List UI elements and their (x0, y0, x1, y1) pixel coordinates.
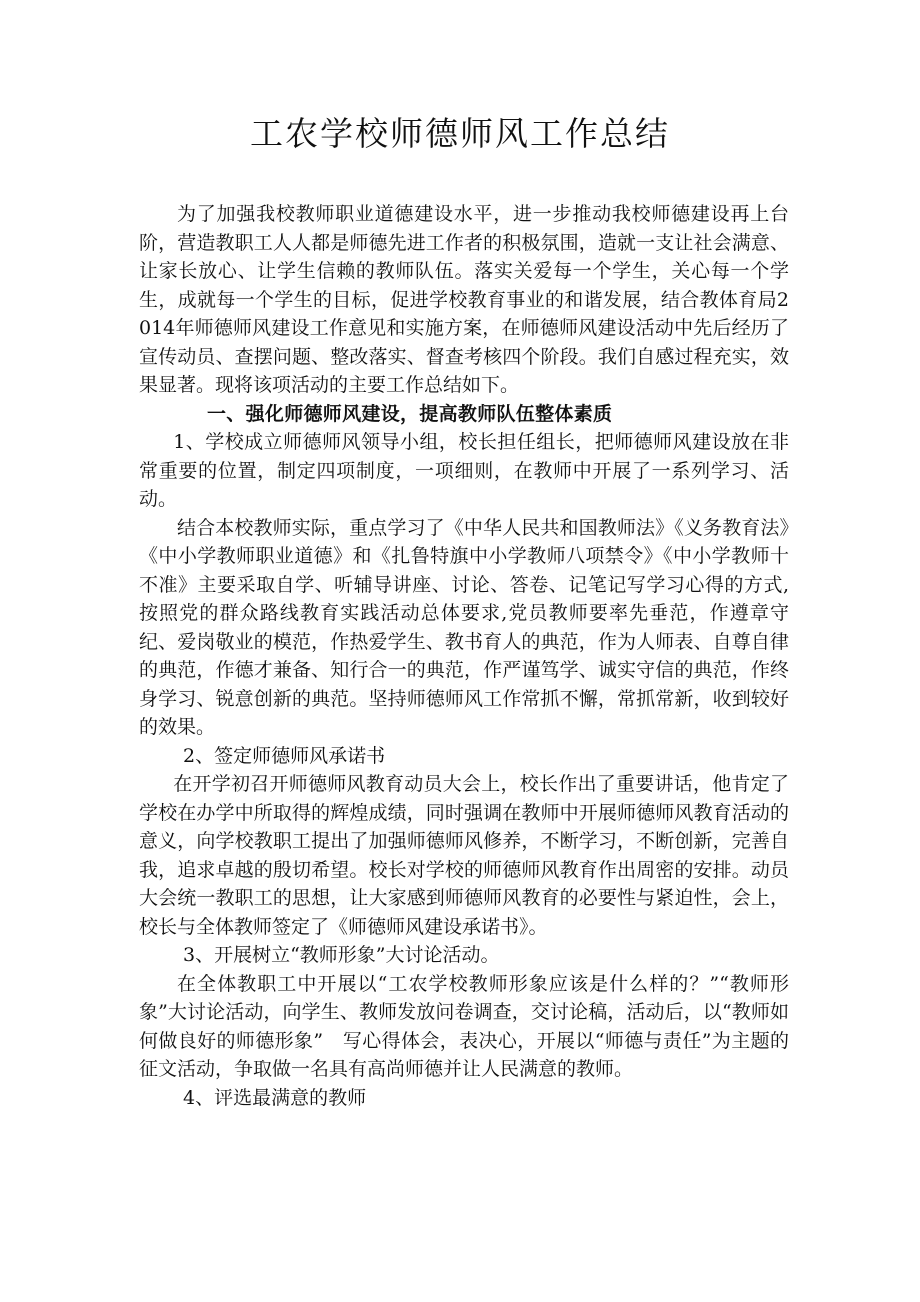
item-1-detail-paragraph: 结合本校教师实际，重点学习了《中华人民共和国教师法》《义务教育法》《中小学教师职业道德》和《扎鲁特旗中小学教师八项禁令》《中小学教师十不准》主要采取自学、听辅导讲座、讨论、答卷、记笔记写学习心得的方式,按照党的群众路线教育实践活动总体要求,党员教师要率先垂范，作遵章守纪、爱岗敬业的模范，作热爱学生、教书育人的典范，作为人师表、自尊自律的典范，作德才兼备、知行合一的典范，作严谨笃学、诚实守信的典范，作终身学习、锐意创新的典范。坚持师德师风工作常抓不懈，常抓常新，收到较好的效果。 (139, 516, 789, 738)
item-3-heading: 3、开展树立“教师形象”大讨论活动。 (183, 944, 500, 966)
item-2-heading: 2、签定师德师风承诺书 (183, 744, 386, 767)
document-body (139, 200, 789, 1112)
item-3-detail-paragraph: 在全体教职工中开展以“工农学校教师形象应该是什么样的？”“教师形象”大讨论活动，向学生、教师发放问卷调查，交讨论稿，活动后，以“教师如何做良好的师德形象” 写心得体会，表决心，开展以“师德与责任”为主题的征文活动，争取做一名具有高尚师德并让人民满意的教师。 (139, 972, 789, 1080)
item-2-detail-paragraph: 在开学初召开师德师风教育动员大会上，校长作出了重要讲话，他肯定了学校在办学中所取得的辉煌成绩，同时强调在教师中开展师德师风教育活动的意义，向学校教职工提出了加强师德师风修养，不断学习，不断创新，完善自我，追求卓越的殷切希望。校长对学校的师德师风教育作出周密的安排。动员大会统一教职工的思想，让大家感到师德师风教育的必要性与紧迫性，会上，校长与全体教师签定了《师德师风建设承诺书》。 (139, 773, 789, 938)
item-1-paragraph: 1、学校成立师德师风领导小组，校长担任组长，把师德师风建设放在非常重要的位置，制定四项制度，一项细则，在教师中开展了一系列学习、活动。 (139, 431, 789, 510)
document-title: 工农学校师德师风工作总结 (250, 114, 670, 153)
section-heading-1: 一、强化师德师风建设，提高教师队伍整体素质 (207, 402, 613, 425)
item-4-heading: 4、评选最满意的教师 (183, 1086, 367, 1109)
intro-paragraph: 为了加强我校教师职业道德建设水平，进一步推动我校师德建设再上台阶，营造教职工人人都是师德先进工作者的积极氛围，造就一支让社会满意、让家长放心、让学生信赖的教师队伍。落实关爱每一个学生，关心每一个学生，成就每一个学生的目标，促进学校教育事业的和谐发展，结合教体育局2014年师德师风建设工作意见和实施方案，在师德师风建设活动中先后经历了宣传动员、查摆问题、整改落实、督查考核四个阶段。我们自感过程充实，效果显著。现将该项活动的主要工作总结如下。 (139, 203, 789, 396)
